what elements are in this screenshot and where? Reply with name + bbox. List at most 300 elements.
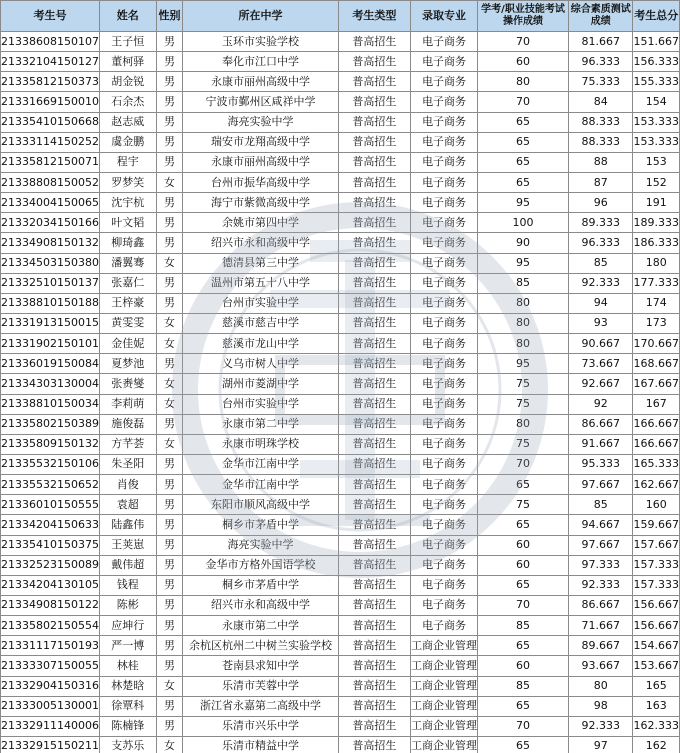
- cell-major: 电子商务: [411, 172, 478, 192]
- cell-total-score: 153.667: [633, 656, 680, 676]
- cell-exam-id: 21334908150122: [1, 595, 100, 615]
- cell-student-type: 普高招生: [338, 595, 410, 615]
- cell-school: 金华市江南中学: [183, 475, 338, 495]
- cell-student-type: 普高招生: [338, 575, 410, 595]
- cell-total-score: 155.333: [633, 72, 680, 92]
- cell-major: 电子商务: [411, 495, 478, 515]
- cell-school: 桐乡市茅盾中学: [183, 515, 338, 535]
- cell-school: 慈溪市慈吉中学: [183, 313, 338, 333]
- col-header-student-type: 考生类型: [338, 1, 410, 32]
- cell-exam-id: 21335410150668: [1, 112, 100, 132]
- cell-gender: 男: [156, 696, 183, 716]
- cell-school: 慈溪市龙山中学: [183, 334, 338, 354]
- cell-student-type: 普高招生: [338, 233, 410, 253]
- cell-quality-score: 81.667: [568, 32, 633, 52]
- cell-name: 戴伟超: [99, 555, 156, 575]
- cell-exam-id: 21338808150052: [1, 172, 100, 192]
- cell-skill-score: 75: [478, 374, 569, 394]
- cell-quality-score: 71.667: [568, 616, 633, 636]
- cell-exam-id: 21331913150015: [1, 313, 100, 333]
- cell-quality-score: 91.667: [568, 434, 633, 454]
- cell-exam-id: 21335410150375: [1, 535, 100, 555]
- table-row: [1, 475, 680, 495]
- cell-skill-score: 95: [478, 354, 569, 374]
- cell-major: 电子商务: [411, 394, 478, 414]
- cell-major: 电子商务: [411, 152, 478, 172]
- cell-total-score: 156.333: [633, 52, 680, 72]
- table-row: [1, 233, 680, 253]
- cell-school: 台州市振华高级中学: [183, 172, 338, 192]
- cell-gender: 男: [156, 716, 183, 736]
- cell-total-score: 170.667: [633, 334, 680, 354]
- cell-major: 电子商务: [411, 475, 478, 495]
- cell-gender: 男: [156, 414, 183, 434]
- cell-total-score: 154.667: [633, 636, 680, 656]
- cell-student-type: 普高招生: [338, 152, 410, 172]
- cell-major: 电子商务: [411, 72, 478, 92]
- table-row: [1, 495, 680, 515]
- cell-total-score: 180: [633, 253, 680, 273]
- table-row: [1, 52, 680, 72]
- cell-skill-score: 80: [478, 334, 569, 354]
- cell-student-type: 普高招生: [338, 434, 410, 454]
- cell-total-score: 162: [633, 736, 680, 753]
- cell-skill-score: 65: [478, 132, 569, 152]
- cell-quality-score: 96.333: [568, 233, 633, 253]
- cell-student-type: 普高招生: [338, 475, 410, 495]
- cell-student-type: 普高招生: [338, 656, 410, 676]
- cell-skill-score: 60: [478, 535, 569, 555]
- table-row: [1, 152, 680, 172]
- cell-total-score: 191: [633, 193, 680, 213]
- cell-total-score: 168.667: [633, 354, 680, 374]
- cell-major: 电子商务: [411, 515, 478, 535]
- table-row: [1, 535, 680, 555]
- table-row: [1, 193, 680, 213]
- cell-quality-score: 96.333: [568, 52, 633, 72]
- cell-student-type: 普高招生: [338, 112, 410, 132]
- cell-gender: 女: [156, 374, 183, 394]
- cell-major: 工商企业管理: [411, 656, 478, 676]
- cell-school: 德清县第三中学: [183, 253, 338, 273]
- cell-gender: 男: [156, 616, 183, 636]
- cell-student-type: 普高招生: [338, 253, 410, 273]
- cell-school: 永康市明珠学校: [183, 434, 338, 454]
- cell-exam-id: 21334303130004: [1, 374, 100, 394]
- cell-student-type: 普高招生: [338, 334, 410, 354]
- cell-gender: 男: [156, 595, 183, 615]
- col-header-total-score: 考生总分: [633, 1, 680, 32]
- table-row: [1, 696, 680, 716]
- cell-student-type: 普高招生: [338, 213, 410, 233]
- cell-major: 电子商务: [411, 293, 478, 313]
- cell-total-score: 186.333: [633, 233, 680, 253]
- cell-skill-score: 65: [478, 696, 569, 716]
- cell-name: 陈楠锋: [99, 716, 156, 736]
- cell-skill-score: 80: [478, 414, 569, 434]
- table-row: [1, 555, 680, 575]
- cell-total-score: 157.333: [633, 575, 680, 595]
- cell-gender: 女: [156, 736, 183, 753]
- cell-exam-id: 21332911140006: [1, 716, 100, 736]
- cell-school: 瑞安市龙翔高级中学: [183, 132, 338, 152]
- cell-total-score: 157.333: [633, 555, 680, 575]
- col-header-quality-score: 综合素质测试成绩: [568, 1, 633, 32]
- cell-quality-score: 97.333: [568, 555, 633, 575]
- cell-total-score: 157.667: [633, 535, 680, 555]
- cell-skill-score: 65: [478, 736, 569, 753]
- cell-quality-score: 89.667: [568, 636, 633, 656]
- cell-major: 电子商务: [411, 535, 478, 555]
- cell-total-score: 165.333: [633, 454, 680, 474]
- cell-major: 电子商务: [411, 92, 478, 112]
- cell-major: 工商企业管理: [411, 636, 478, 656]
- cell-major: 电子商务: [411, 132, 478, 152]
- cell-school: 苍南县求知中学: [183, 656, 338, 676]
- cell-skill-score: 95: [478, 193, 569, 213]
- cell-student-type: 普高招生: [338, 716, 410, 736]
- cell-total-score: 162.667: [633, 475, 680, 495]
- cell-school: 海亮实验中学: [183, 535, 338, 555]
- cell-school: 宁波市鄞州区咸祥中学: [183, 92, 338, 112]
- cell-major: 工商企业管理: [411, 716, 478, 736]
- cell-gender: 男: [156, 72, 183, 92]
- cell-name: 虞金鹏: [99, 132, 156, 152]
- cell-major: 电子商务: [411, 32, 478, 52]
- table-row: [1, 616, 680, 636]
- cell-name: 应坤行: [99, 616, 156, 636]
- cell-student-type: 普高招生: [338, 293, 410, 313]
- cell-student-type: 普高招生: [338, 72, 410, 92]
- cell-total-score: 166.667: [633, 434, 680, 454]
- table-row: [1, 172, 680, 192]
- cell-major: 工商企业管理: [411, 696, 478, 716]
- cell-exam-id: 21338810150034: [1, 394, 100, 414]
- table-row: [1, 293, 680, 313]
- table-row: [1, 515, 680, 535]
- cell-major: 电子商务: [411, 253, 478, 273]
- cell-gender: 男: [156, 112, 183, 132]
- cell-skill-score: 65: [478, 152, 569, 172]
- cell-exam-id: 21338810150188: [1, 293, 100, 313]
- cell-total-score: 189.333: [633, 213, 680, 233]
- cell-major: 电子商务: [411, 233, 478, 253]
- cell-gender: 女: [156, 434, 183, 454]
- cell-student-type: 普高招生: [338, 555, 410, 575]
- cell-school: 东阳市顺风高级中学: [183, 495, 338, 515]
- cell-skill-score: 70: [478, 32, 569, 52]
- table-row: [1, 454, 680, 474]
- cell-skill-score: 85: [478, 616, 569, 636]
- cell-name: 支苏乐: [99, 736, 156, 753]
- cell-skill-score: 65: [478, 515, 569, 535]
- cell-total-score: 167: [633, 394, 680, 414]
- cell-student-type: 普高招生: [338, 535, 410, 555]
- cell-exam-id: 21333005130001: [1, 696, 100, 716]
- cell-exam-id: 21332104150127: [1, 52, 100, 72]
- cell-gender: 女: [156, 253, 183, 273]
- col-header-exam-id: 考生号: [1, 1, 100, 32]
- cell-name: 黄雯雯: [99, 313, 156, 333]
- cell-name: 叶文韬: [99, 213, 156, 233]
- cell-school: 温州市第五十八中学: [183, 273, 338, 293]
- cell-quality-score: 73.667: [568, 354, 633, 374]
- cell-quality-score: 87: [568, 172, 633, 192]
- cell-student-type: 普高招生: [338, 636, 410, 656]
- cell-total-score: 154: [633, 92, 680, 112]
- table-row: [1, 374, 680, 394]
- cell-student-type: 普高招生: [338, 354, 410, 374]
- cell-quality-score: 86.667: [568, 595, 633, 615]
- table-row: [1, 273, 680, 293]
- cell-skill-score: 85: [478, 676, 569, 696]
- cell-major: 电子商务: [411, 273, 478, 293]
- cell-skill-score: 75: [478, 394, 569, 414]
- cell-exam-id: 21331902150101: [1, 334, 100, 354]
- cell-major: 电子商务: [411, 575, 478, 595]
- cell-student-type: 普高招生: [338, 696, 410, 716]
- cell-skill-score: 70: [478, 454, 569, 474]
- cell-gender: 男: [156, 213, 183, 233]
- cell-student-type: 普高招生: [338, 374, 410, 394]
- table-row: [1, 334, 680, 354]
- cell-name: 潘翼骞: [99, 253, 156, 273]
- table-row: [1, 354, 680, 374]
- cell-total-score: 156.667: [633, 616, 680, 636]
- cell-total-score: 173: [633, 313, 680, 333]
- cell-quality-score: 97: [568, 736, 633, 753]
- table-row: [1, 253, 680, 273]
- cell-gender: 男: [156, 233, 183, 253]
- cell-school: 义乌市树人中学: [183, 354, 338, 374]
- table-row: [1, 676, 680, 696]
- cell-quality-score: 93.667: [568, 656, 633, 676]
- cell-major: 电子商务: [411, 414, 478, 434]
- cell-quality-score: 92.333: [568, 273, 633, 293]
- cell-name: 胡金锐: [99, 72, 156, 92]
- cell-quality-score: 97.667: [568, 475, 633, 495]
- cell-total-score: 153.333: [633, 112, 680, 132]
- cell-gender: 男: [156, 193, 183, 213]
- table-row: [1, 112, 680, 132]
- table-row: [1, 414, 680, 434]
- cell-major: 电子商务: [411, 434, 478, 454]
- cell-exam-id: 21336019150084: [1, 354, 100, 374]
- cell-gender: 女: [156, 334, 183, 354]
- cell-name: 石余杰: [99, 92, 156, 112]
- table-body: [1, 32, 680, 753]
- cell-name: 罗梦笑: [99, 172, 156, 192]
- col-header-name: 姓名: [99, 1, 156, 32]
- cell-quality-score: 93: [568, 313, 633, 333]
- cell-school: 奉化市江口中学: [183, 52, 338, 72]
- cell-gender: 男: [156, 555, 183, 575]
- cell-major: 电子商务: [411, 213, 478, 233]
- cell-name: 方芊荟: [99, 434, 156, 454]
- table-row: [1, 736, 680, 753]
- cell-student-type: 普高招生: [338, 495, 410, 515]
- cell-gender: 男: [156, 132, 183, 152]
- cell-quality-score: 90.667: [568, 334, 633, 354]
- cell-school: 乐清市芙蓉中学: [183, 676, 338, 696]
- cell-gender: 男: [156, 475, 183, 495]
- cell-exam-id: 21331117150193: [1, 636, 100, 656]
- cell-school: 台州市实验中学: [183, 293, 338, 313]
- cell-school: 金华市江南中学: [183, 454, 338, 474]
- table-row: [1, 716, 680, 736]
- cell-skill-score: 95: [478, 253, 569, 273]
- cell-name: 柳琦鑫: [99, 233, 156, 253]
- cell-gender: 男: [156, 32, 183, 52]
- cell-total-score: 177.333: [633, 273, 680, 293]
- cell-student-type: 普高招生: [338, 515, 410, 535]
- cell-total-score: 160: [633, 495, 680, 515]
- cell-skill-score: 60: [478, 52, 569, 72]
- cell-skill-score: 75: [478, 434, 569, 454]
- cell-school: 湖州市菱湖中学: [183, 374, 338, 394]
- cell-exam-id: 21335532150106: [1, 454, 100, 474]
- cell-skill-score: 80: [478, 72, 569, 92]
- cell-major: 电子商务: [411, 354, 478, 374]
- cell-total-score: 159.667: [633, 515, 680, 535]
- cell-major: 电子商务: [411, 616, 478, 636]
- cell-gender: 男: [156, 52, 183, 72]
- cell-student-type: 普高招生: [338, 394, 410, 414]
- cell-quality-score: 89.333: [568, 213, 633, 233]
- table-row: [1, 313, 680, 333]
- table-row: [1, 132, 680, 152]
- cell-quality-score: 92.333: [568, 575, 633, 595]
- cell-name: 赵志威: [99, 112, 156, 132]
- cell-name: 王梓豪: [99, 293, 156, 313]
- cell-student-type: 普高招生: [338, 414, 410, 434]
- cell-gender: 男: [156, 354, 183, 374]
- cell-name: 林楚晗: [99, 676, 156, 696]
- cell-quality-score: 85: [568, 495, 633, 515]
- cell-skill-score: 60: [478, 555, 569, 575]
- cell-quality-score: 98: [568, 696, 633, 716]
- cell-name: 陈彬: [99, 595, 156, 615]
- cell-exam-id: 21338608150107: [1, 32, 100, 52]
- cell-total-score: 167.667: [633, 374, 680, 394]
- cell-exam-id: 21335809150132: [1, 434, 100, 454]
- cell-skill-score: 100: [478, 213, 569, 233]
- cell-gender: 男: [156, 535, 183, 555]
- cell-skill-score: 60: [478, 656, 569, 676]
- cell-exam-id: 21335812150071: [1, 152, 100, 172]
- cell-total-score: 163: [633, 696, 680, 716]
- cell-name: 钱程: [99, 575, 156, 595]
- cell-skill-score: 75: [478, 495, 569, 515]
- cell-name: 夏梦池: [99, 354, 156, 374]
- cell-exam-id: 21334204150633: [1, 515, 100, 535]
- cell-total-score: 165: [633, 676, 680, 696]
- cell-major: 电子商务: [411, 555, 478, 575]
- cell-skill-score: 65: [478, 172, 569, 192]
- cell-school: 桐乡市茅盾中学: [183, 575, 338, 595]
- cell-skill-score: 70: [478, 595, 569, 615]
- cell-name: 程宇: [99, 152, 156, 172]
- table-row: [1, 595, 680, 615]
- col-header-school: 所在中学: [183, 1, 338, 32]
- cell-student-type: 普高招生: [338, 273, 410, 293]
- table-row: [1, 575, 680, 595]
- cell-name: 金佳妮: [99, 334, 156, 354]
- cell-student-type: 普高招生: [338, 193, 410, 213]
- cell-exam-id: 21335532150652: [1, 475, 100, 495]
- cell-exam-id: 21334204130105: [1, 575, 100, 595]
- cell-major: 电子商务: [411, 313, 478, 333]
- cell-school: 余姚市第四中学: [183, 213, 338, 233]
- cell-skill-score: 65: [478, 112, 569, 132]
- cell-quality-score: 92: [568, 394, 633, 414]
- cell-student-type: 普高招生: [338, 676, 410, 696]
- cell-gender: 女: [156, 313, 183, 333]
- cell-exam-id: 21334908150132: [1, 233, 100, 253]
- cell-school: 浙江省永嘉第二高级中学: [183, 696, 338, 716]
- cell-student-type: 普高招生: [338, 172, 410, 192]
- cell-skill-score: 70: [478, 716, 569, 736]
- cell-school: 台州市实验中学: [183, 394, 338, 414]
- cell-exam-id: 21333114150252: [1, 132, 100, 152]
- cell-name: 肖俊: [99, 475, 156, 495]
- cell-student-type: 普高招生: [338, 92, 410, 112]
- cell-name: 陆鑫伟: [99, 515, 156, 535]
- cell-exam-id: 21332904150316: [1, 676, 100, 696]
- header-row: [1, 1, 680, 32]
- cell-quality-score: 88: [568, 152, 633, 172]
- cell-quality-score: 92.667: [568, 374, 633, 394]
- cell-major: 电子商务: [411, 112, 478, 132]
- cell-school: 海亮实验中学: [183, 112, 338, 132]
- col-header-gender: 性别: [156, 1, 183, 32]
- cell-quality-score: 94: [568, 293, 633, 313]
- cell-quality-score: 88.333: [568, 112, 633, 132]
- cell-gender: 男: [156, 152, 183, 172]
- cell-gender: 男: [156, 92, 183, 112]
- cell-skill-score: 80: [478, 313, 569, 333]
- cell-total-score: 166.667: [633, 414, 680, 434]
- cell-student-type: 普高招生: [338, 32, 410, 52]
- cell-name: 袁超: [99, 495, 156, 515]
- cell-name: 李莉萌: [99, 394, 156, 414]
- cell-exam-id: 21335802150554: [1, 616, 100, 636]
- table-row: [1, 656, 680, 676]
- cell-skill-score: 65: [478, 475, 569, 495]
- table-row: [1, 636, 680, 656]
- cell-name: 张嘉仁: [99, 273, 156, 293]
- table-row: [1, 213, 680, 233]
- cell-gender: 男: [156, 454, 183, 474]
- cell-gender: 男: [156, 273, 183, 293]
- cell-school: 永康市丽州高级中学: [183, 72, 338, 92]
- cell-skill-score: 80: [478, 293, 569, 313]
- cell-quality-score: 92.333: [568, 716, 633, 736]
- cell-school: 海宁市紫微高级中学: [183, 193, 338, 213]
- cell-exam-id: 21332034150166: [1, 213, 100, 233]
- cell-name: 董柯驿: [99, 52, 156, 72]
- cell-gender: 男: [156, 495, 183, 515]
- cell-skill-score: 65: [478, 636, 569, 656]
- cell-gender: 男: [156, 575, 183, 595]
- table-row: [1, 394, 680, 414]
- cell-exam-id: 21336010150555: [1, 495, 100, 515]
- cell-student-type: 普高招生: [338, 616, 410, 636]
- cell-major: 电子商务: [411, 454, 478, 474]
- cell-student-type: 普高招生: [338, 454, 410, 474]
- cell-quality-score: 80: [568, 676, 633, 696]
- cell-skill-score: 65: [478, 575, 569, 595]
